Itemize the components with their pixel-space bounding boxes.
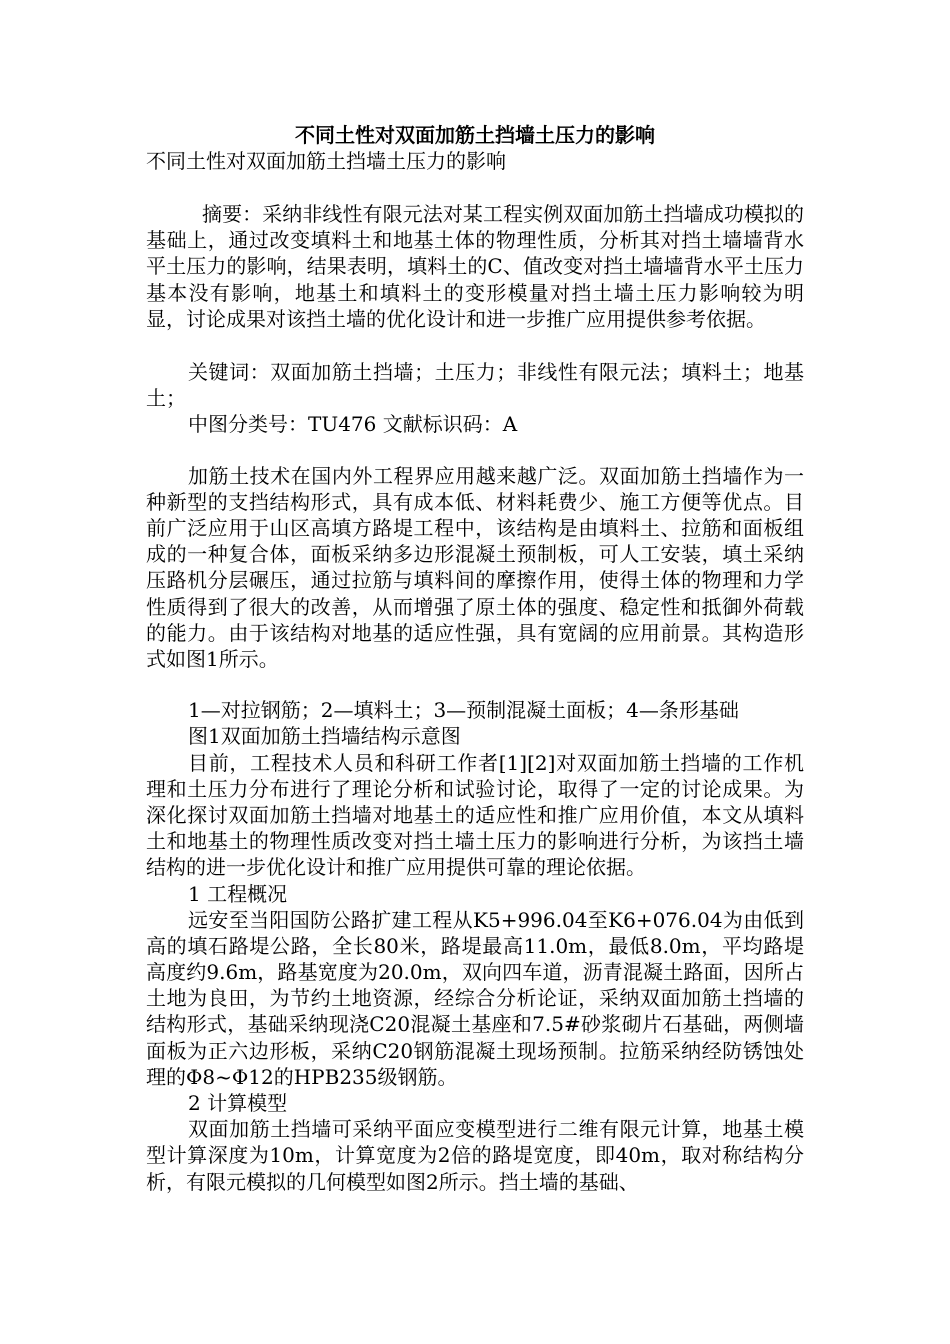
body-paragraph: 目前，工程技术人员和科研工作者[1][2]对双面加筋土挡墙的工作机理和土压力分布进行了理论分析和试验讨论，取得了一定的讨论成果。为深化探讨双面加筋土挡墙对地基土的适应性和推广应用价值，本文从填料土和地基土的物理性质改变对挡土墙土压力的影响进行分析，为该挡土墙结构的进一步优化设计和推广应用提供可靠的理论依据。	[146, 750, 804, 880]
spacer	[146, 174, 804, 201]
classification-line: 中图分类号：TU476 文献标识码：A	[188, 412, 518, 437]
section-body: 远安至当阳国防公路扩建工程从K5+996.04至K6+076.04为由低到高的填石路堤公路，全长80米，路堤最高11.0m，最低8.0m，平均路堤高度约9.6m，路基宽度为20.0m，双向四车道，沥青混凝土路面，因所占土地为良田，为节约土地资源，经综合分析论证，采纳双面加筋土挡墙的结构形式，基础采纳现浇C20混凝土基座和7.5#砂浆砌片石基础，两侧墙面板为正六边形板，采纳C20钢筋混凝土现场预制。拉筋采纳经防锈蚀处理的Φ8~Φ12的HPB235级钢筋。	[146, 907, 804, 1089]
figure-caption: 图1双面加筋土挡墙结构示意图	[188, 724, 461, 749]
document-subtitle: 不同土性对双面加筋土挡墙土压力的影响	[146, 149, 506, 173]
section-body: 双面加筋土挡墙可采纳平面应变模型进行二维有限元计算，地基土模型计算深度为10m，计算宽度为2倍的路堤宽度，即40m，取对称结构分析，有限元模拟的几何模型如图2所示。挡土墙的基础、	[146, 1117, 804, 1194]
keywords-paragraph: 关键词：双面加筋土挡墙；土压力；非线性有限元法；填料土；地基土；	[146, 360, 804, 411]
document-title: 不同土性对双面加筋土挡墙土压力的影响	[295, 123, 655, 147]
abstract-paragraph: 摘要：采纳非线性有限元法对某工程实例双面加筋土挡墙成功模拟的基础上，通过改变填料土和地基土体的物理性质，分析其对挡土墙墙背水平土压力的影响，结果表明，填料土的C、值改变对挡土墙墙背水平土压力基本没有影响，地基土和填料土的变形模量对挡土墙土压力影响较为明显，讨论成果对该挡土墙的优化设计和进一步推广应用提供参考依据。	[146, 202, 804, 331]
intro-paragraph: 加筋土技术在国内外工程界应用越来越广泛。双面加筋土挡墙作为一种新型的支挡结构形式，具有成本低、材料耗费少、施工方便等优点。目前广泛应用于山区高填方路堤工程中，该结构是由填料土、拉筋和面板组成的一种复合体，面板采纳多边形混凝土预制板，可人工安装，填土采纳压路机分层碾压，通过拉筋与填料间的摩擦作用，使得土体的物理和力学性质得到了很大的改善，从而增强了原土体的强度、稳定性和抵御外荷载的能力。由于该结构对地基的适应性强，具有宽阔的应用前景。其构造形式如图1所示。	[146, 463, 804, 672]
spacer	[146, 672, 804, 697]
figure-legend: 1—对拉钢筋；2—填料土；3—预制混凝土面板；4—条形基础	[188, 698, 739, 723]
spacer	[146, 332, 804, 359]
document-page	[146, 122, 804, 1195]
section-heading: 2 计算模型	[188, 1091, 288, 1116]
section-heading: 1 工程概况	[188, 881, 288, 906]
spacer	[146, 438, 804, 463]
